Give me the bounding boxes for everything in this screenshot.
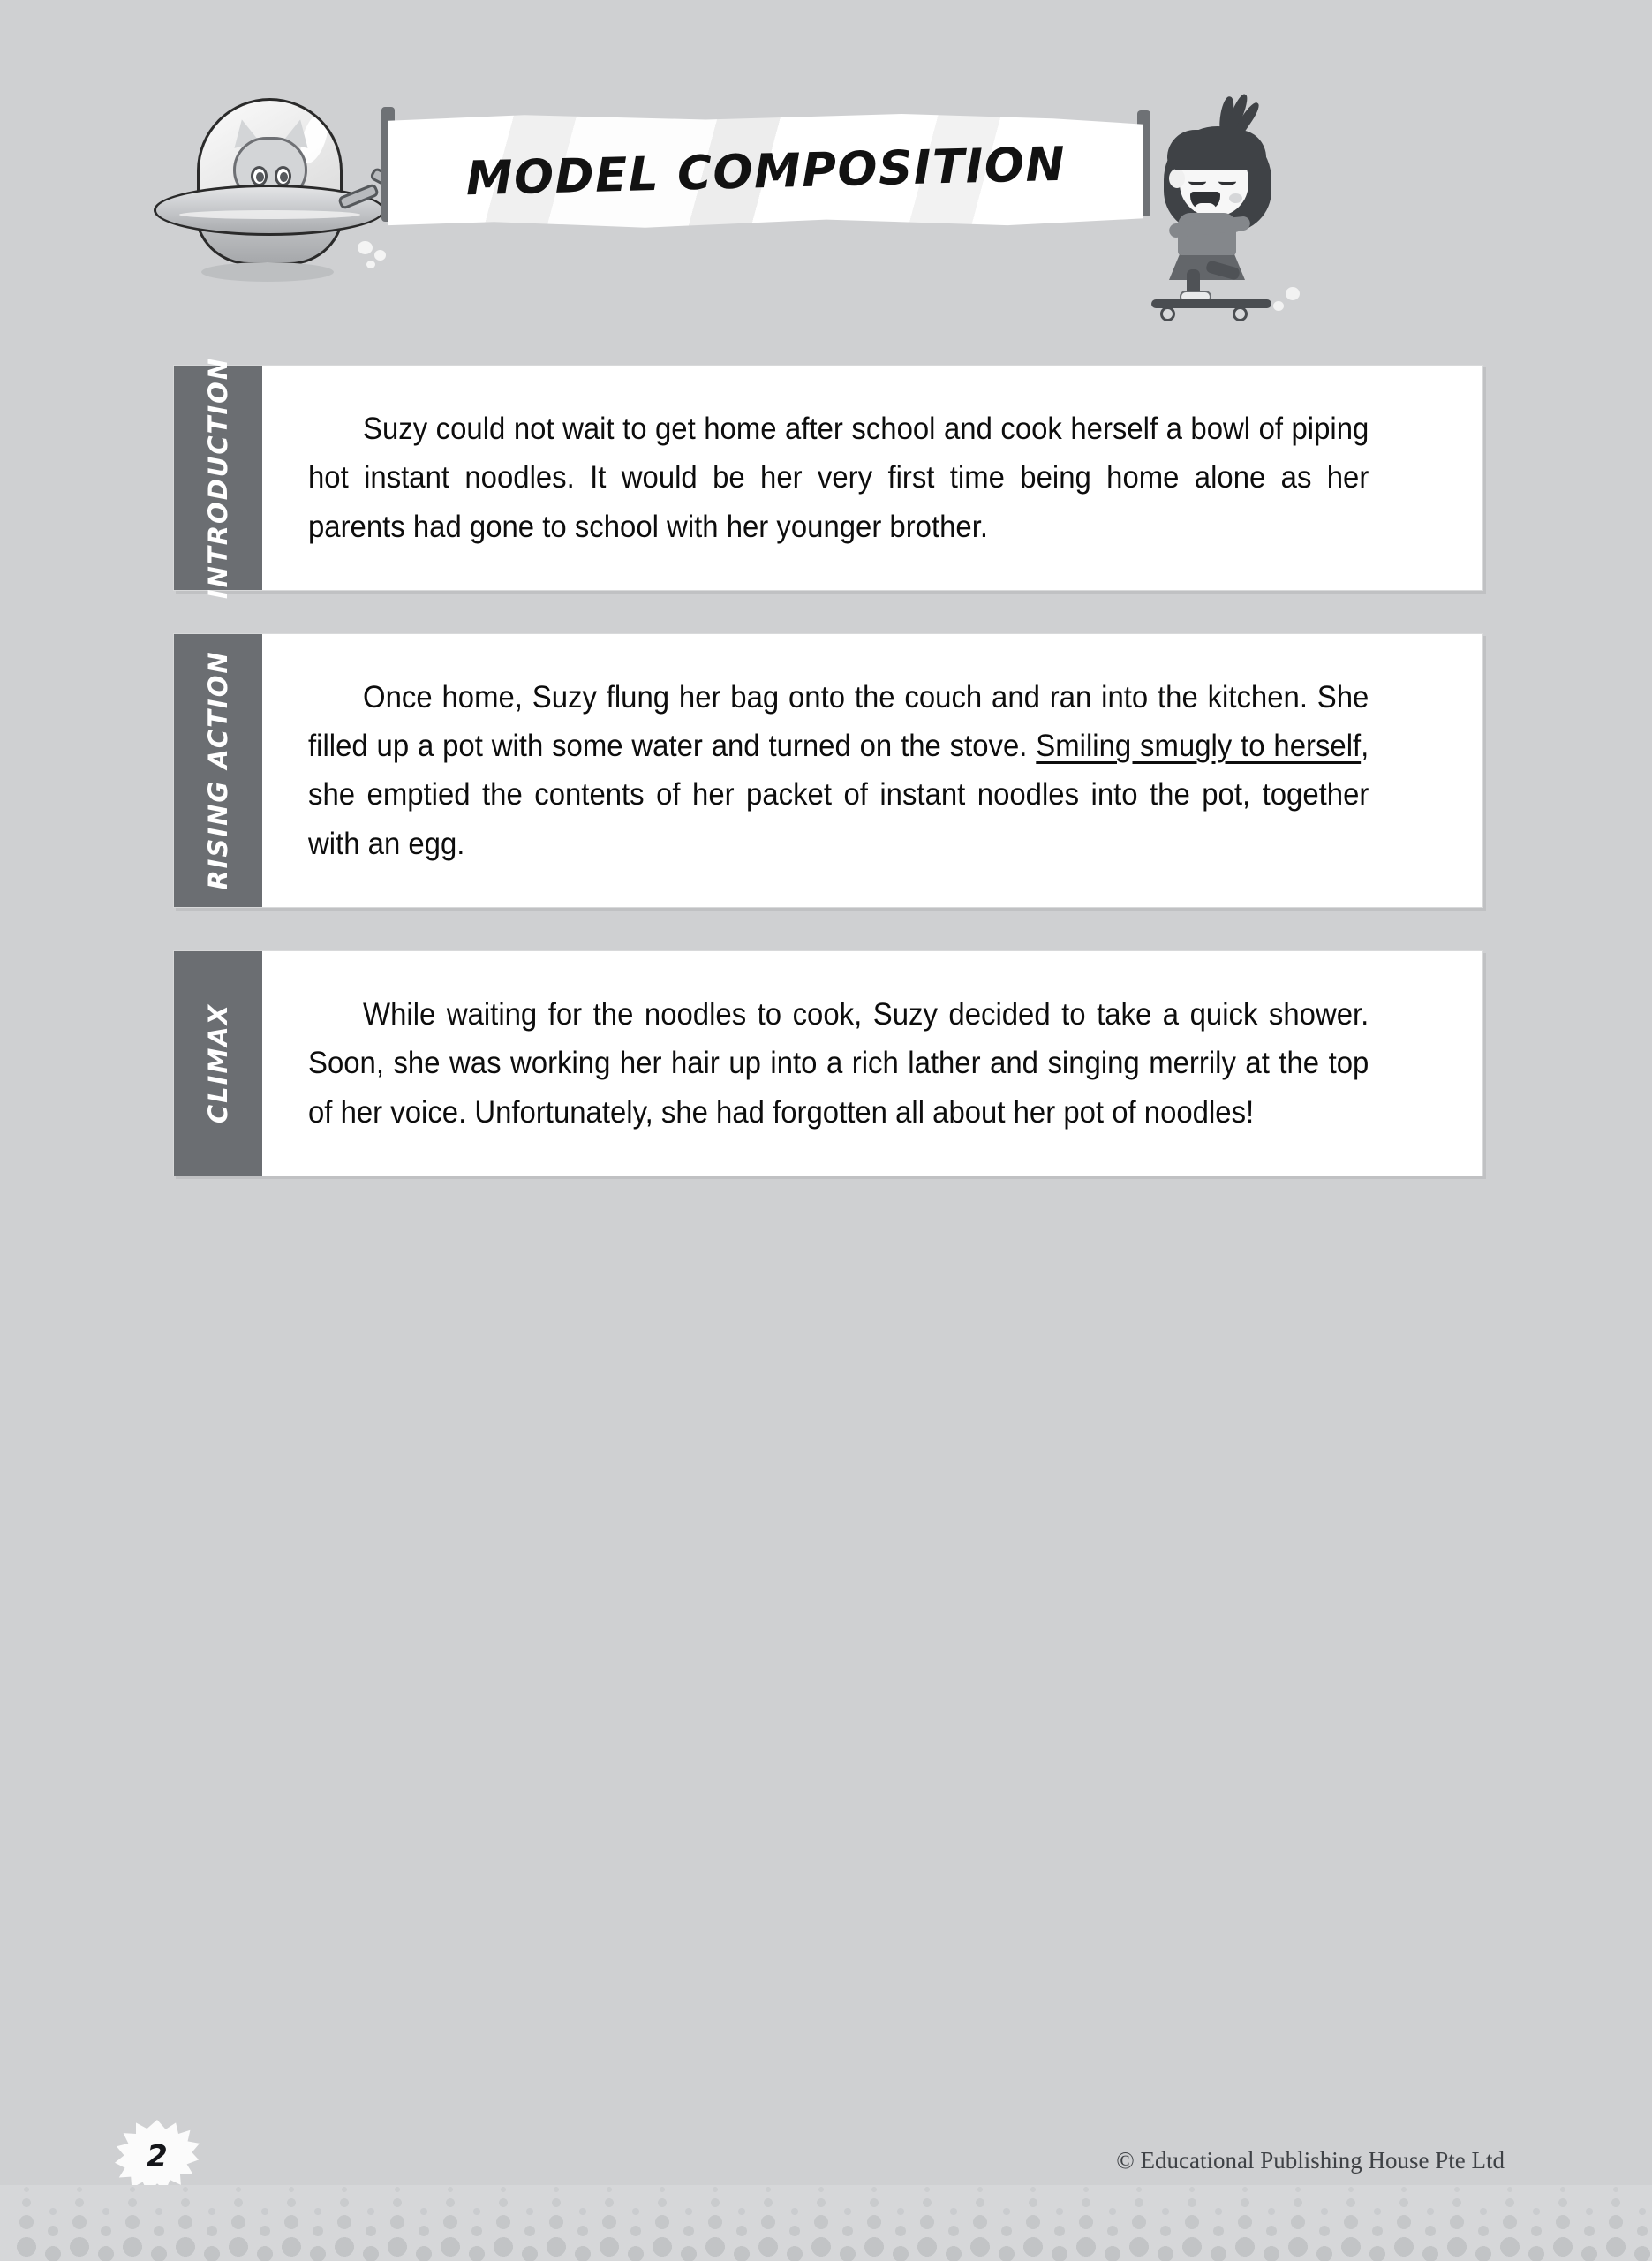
page-number: 2 xyxy=(147,2139,168,2174)
skateboard-wheel xyxy=(1233,306,1248,321)
section-paragraph xyxy=(308,990,1369,1137)
skateboard-wheel xyxy=(1160,306,1175,321)
paragraph-text-before: While waiting for the noodles to cook, Suzy decided to take a quick shower. Soon, she was working her hair up into a rich lather and singing merrily at the top of her voice. Unfortunately, she had forgotten all about her pot of noodles! xyxy=(308,997,1369,1130)
section-tab-introduction xyxy=(174,356,262,600)
paragraph-text-before: Suzy could not wait to get home after school and cook herself a bowl of piping hot instant noodles. It would be her very first time being home alone as her parents had gone to school with her younger brother. xyxy=(308,412,1369,544)
exhaust-puff xyxy=(366,261,375,268)
section-body-climax xyxy=(262,951,1482,1176)
copyright-notice: © Educational Publishing House Pte Ltd xyxy=(1116,2147,1505,2174)
exhaust-puff xyxy=(374,250,386,261)
section-label: CLIMAX xyxy=(203,1002,233,1124)
cat-eye-right xyxy=(275,166,291,186)
dust-puff xyxy=(1286,287,1300,300)
section-tab-rising-action xyxy=(174,634,262,907)
section-paragraph xyxy=(308,673,1369,868)
exhaust-puff xyxy=(358,241,373,254)
girl-hair-fringe xyxy=(1167,130,1266,170)
arm-segment-lower xyxy=(337,183,380,210)
girl-ear xyxy=(1169,169,1185,188)
section-label: INTRODUCTION xyxy=(203,356,233,600)
page-header xyxy=(0,84,1652,314)
composition-sections xyxy=(173,356,1483,1219)
section-body-rising-action xyxy=(262,634,1482,907)
section-paragraph xyxy=(308,405,1369,551)
page-number-badge xyxy=(115,2120,200,2194)
cat-eye-left xyxy=(251,166,268,186)
section-climax xyxy=(173,950,1483,1176)
section-rising-action xyxy=(173,633,1483,908)
dust-puff xyxy=(1273,301,1284,311)
paragraph-text-before: Once home, Suzy flung her bag onto the couch and ran into the kitchen. She filled up a pot with some water and turned on the stove. xyxy=(308,679,1369,764)
girl-cheek xyxy=(1229,193,1242,203)
paragraph-text-after: , she emptied the contents of her packet of instant noodles into the pot, together with an egg. xyxy=(308,729,1369,861)
section-tab-climax xyxy=(174,951,262,1176)
girl-mouth xyxy=(1190,192,1220,211)
girl-on-skateboard-icon xyxy=(1137,100,1331,303)
footer-dot-pattern xyxy=(0,2185,1652,2261)
page-title: MODEL COMPOSITION xyxy=(465,137,1067,206)
section-introduction xyxy=(173,356,1483,600)
girl-eye-left xyxy=(1188,178,1206,185)
cat-in-ufo-icon xyxy=(148,93,387,296)
underlined-phrase: Smiling smugly to herself xyxy=(1036,729,1362,764)
section-body-introduction xyxy=(262,366,1482,590)
girl-eye-right xyxy=(1218,178,1236,185)
ufo-shadow xyxy=(201,262,334,282)
section-label: RISING ACTION xyxy=(203,650,233,891)
